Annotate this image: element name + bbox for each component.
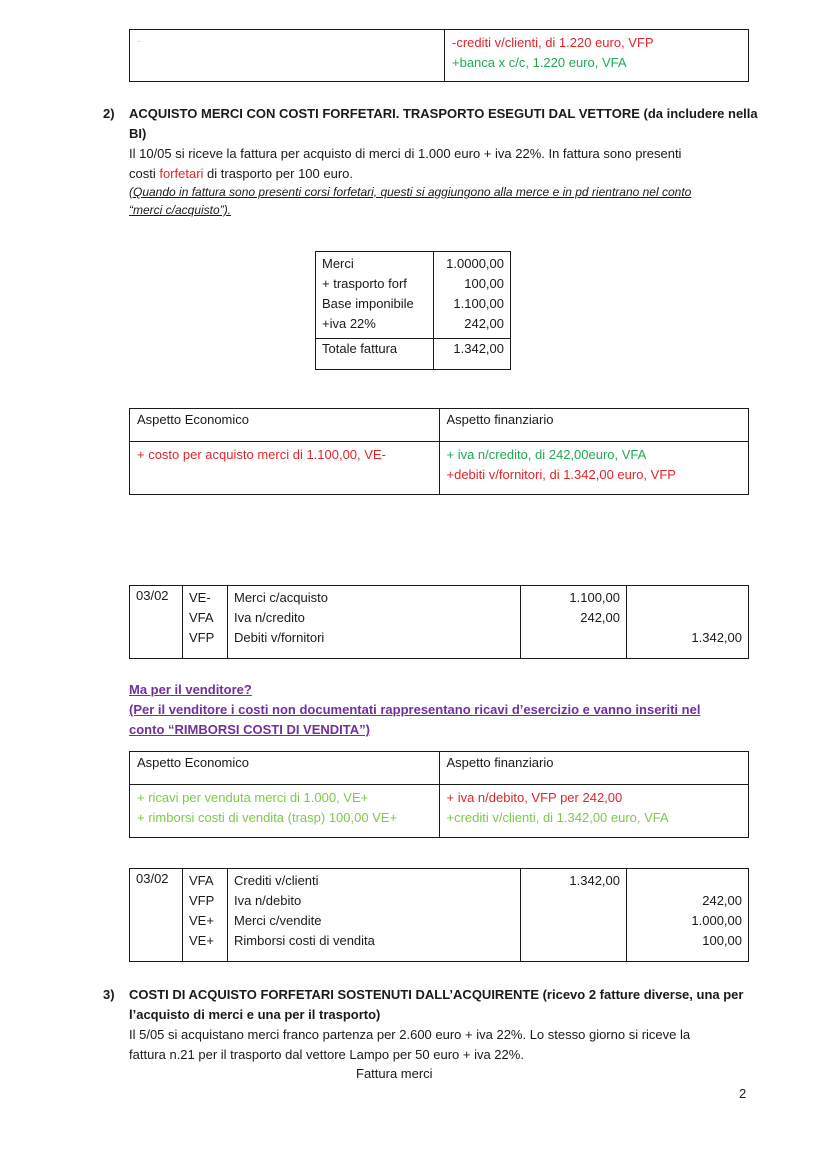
top-table-left-text: - [137,33,142,48]
buyer-journal-table [129,585,749,659]
journal-code: VE+ [189,913,214,928]
debit-value: 242,00 [580,610,620,625]
journal-code: VE+ [189,933,214,948]
journal-account: Merci c/vendite [234,913,322,928]
invoice-total-value: 1.342,00 [434,339,511,370]
journal-code: VE- [189,590,211,605]
journal-date: 03/02 [130,869,183,962]
journal-code: VFA [189,873,214,888]
invoice-calc-table [315,251,511,370]
journal-account: Iva n/debito [234,893,302,908]
invoice-value: 1.0000,00 [446,256,504,271]
economic-cell [130,785,440,838]
financial-line: +debiti v/fornitori, di 1.342,00 euro, VFP [446,467,676,482]
section3-title-line1: COSTI DI ACQUISTO FORFETARI SOSTENUTI DALL’ACQUIRENTE (ricevo 2 fatture diverse, una per [129,987,744,1002]
invoice-label: +iva 22% [322,316,376,331]
financial-line: +crediti v/clienti, di 1.342,00 euro, VFA [446,810,669,825]
credit-value [633,588,742,608]
journal-account: Debiti v/fornitori [234,630,325,645]
journal-codes [183,869,228,962]
invoice-label: Merci [322,256,354,271]
section3-number: 3) [103,987,115,1002]
journal-code: VFA [189,610,214,625]
section2-body-line1: Il 10/05 si riceve la fattura per acquisto di merci di 1.000 euro + iva 22%. In fattura sono presenti [129,146,682,161]
financial-line: + iva n/debito, VFP per 242,00 [446,790,623,805]
invoice-value: 100,00 [464,276,504,291]
section2-title-line2: BI) [129,126,147,141]
header-economic: Aspetto Economico [130,409,440,442]
journal-account: Crediti v/clienti [234,873,319,888]
section2-body-line2 [129,164,353,183]
header-financial: Aspetto finanziario [439,752,749,785]
section2-note-line2: “merci c/acquisto”). [129,203,232,217]
invoice-label: + trasporto forf [322,276,407,291]
financial-line: + iva n/credito, di 242,00euro, VFA [446,447,647,462]
top-table-line: -crediti v/clienti, di 1.220 euro, VFP [452,35,654,50]
journal-account: Rimborsi costi di vendita [234,933,375,948]
top-aspects-table [129,29,749,82]
credit-value [633,871,742,891]
seller-journal-table [129,868,749,962]
seller-aspects-table [129,751,749,838]
section2-note-line1: (Quando in fattura sono presenti corsi forfetari, questi si aggiungono alla merce e in pd rientrano nel conto [129,185,692,199]
buyer-aspects-table [129,408,749,495]
top-table-right-cell [445,30,749,82]
seller-note-line2: conto “RIMBORSI COSTI DI VENDITA”) [129,722,370,737]
financial-cell [439,442,749,495]
invoice-value: 1.100,00 [453,296,504,311]
page-number: 2 [739,1086,747,1101]
invoice-label: Base imponibile [322,296,414,311]
credit-value: 100,00 [702,933,742,948]
journal-debit [521,869,627,962]
journal-code: VFP [189,893,215,908]
invoice-labels [316,252,434,339]
seller-note-line1: (Per il venditore i costi non documentati rappresentano ricavi d’esercizio e vanno inseriti nel [129,702,701,717]
journal-date: 03/02 [130,586,183,659]
forfetari-highlight: forfetari [159,166,204,181]
section2-body-text: di trasporto per 100 euro. [203,166,354,181]
section2-body-text: costi [129,166,160,181]
top-table-left-cell [130,30,445,82]
credit-value: 1.342,00 [691,630,742,645]
section3-body-line1: Il 5/05 si acquistano merci franco partenza per 2.600 euro + iva 22%. Lo stesso giorno si riceve la [129,1027,691,1042]
section2-number: 2) [103,106,115,121]
credit-value [633,608,742,628]
journal-accounts [228,869,521,962]
invoice-values [434,252,511,339]
economic-line: + ricavi per venduta merci di 1.000, VE+ [137,790,369,805]
section3-body-line2: fattura n.21 per il trasporto dal vettore Lampo per 50 euro + iva 22%. [129,1047,524,1062]
invoice-total-label: Totale fattura [316,339,434,370]
top-table-line: +banca x c/c, 1.220 euro, VFA [452,55,627,70]
header-economic: Aspetto Economico [130,752,440,785]
debit-value: 1.100,00 [569,590,620,605]
journal-code: VFP [189,630,215,645]
financial-cell [439,785,749,838]
journal-account: Iva n/credito [234,610,305,625]
fattura-merci-caption: Fattura merci [356,1066,433,1081]
economic-line: + costo per acquisto merci di 1.100,00, VE- [137,447,386,462]
debit-value: 1.342,00 [569,873,620,888]
journal-credit [627,869,749,962]
section3-title-line2: l’acquisto di merci e una per il trasporto) [129,1007,381,1022]
journal-codes [183,586,228,659]
header-financial: Aspetto finanziario [439,409,749,442]
section2-title-line1: ACQUISTO MERCI CON COSTI FORFETARI. TRASPORTO ESEGUTI DAL VETTORE (da includere nella [129,106,758,121]
journal-accounts [228,586,521,659]
debit-value [527,628,620,648]
seller-question: Ma per il venditore? [129,682,252,697]
economic-cell [130,442,440,495]
credit-value: 242,00 [702,893,742,908]
economic-line: + rimborsi costi di vendita (trasp) 100,00 VE+ [137,810,398,825]
journal-credit [627,586,749,659]
journal-account: Merci c/acquisto [234,590,328,605]
journal-debit [521,586,627,659]
invoice-value: 242,00 [464,316,504,331]
credit-value: 1.000,00 [691,913,742,928]
